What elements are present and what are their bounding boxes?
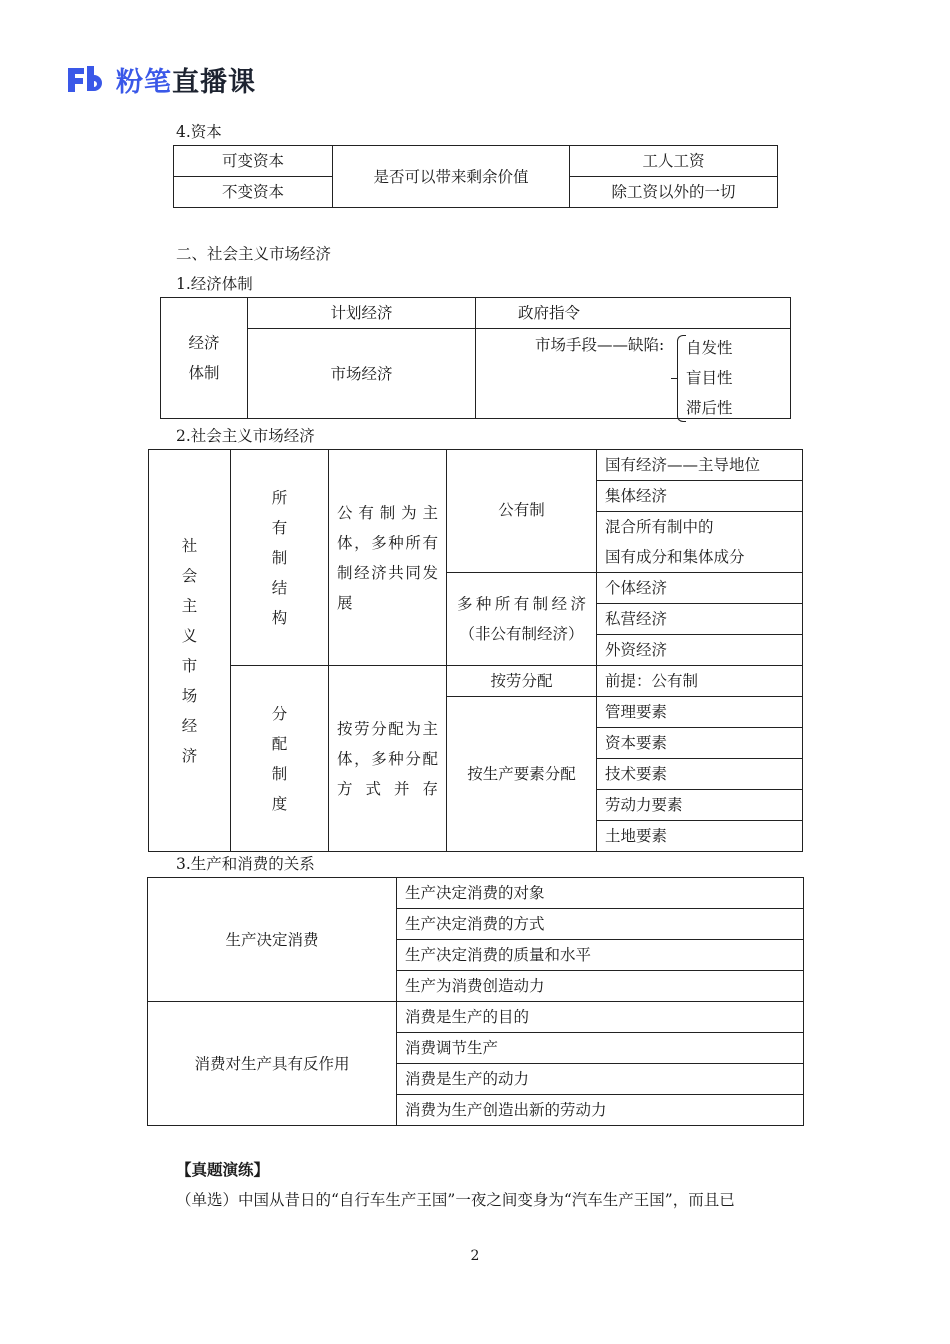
fb-logo-icon: [66, 63, 112, 95]
defect-blindness: 盲目性: [686, 369, 733, 387]
mixed-line2: 国有成分和集体成分: [605, 548, 745, 566]
cell-technology-factor: 技术要素: [597, 759, 803, 790]
brace-icon: [677, 335, 686, 422]
cell-cons-item: 消费为生产创造出新的劳动力: [397, 1095, 804, 1126]
cell-precondition: 前提：公有制: [597, 666, 803, 697]
label-line2: 体制: [188, 364, 220, 382]
defect-lag: 滞后性: [686, 399, 733, 417]
char: 构: [271, 608, 288, 627]
subheading-socialist-market: 2.社会主义市场经济: [176, 427, 315, 445]
cell-wages: 工人工资: [570, 146, 778, 177]
logo-title: [116, 60, 256, 99]
cell-distribution-system: [231, 666, 329, 852]
subheading-production-consumption: 3.生产和消费的关系: [176, 855, 315, 873]
cell-labor-distribution: 按劳分配: [447, 666, 597, 697]
cell-cons-item: 消费调节生产: [397, 1033, 804, 1064]
socialist-market-table: [148, 449, 803, 852]
distribution-desc-text: 按劳分配为主体，多种分配方式并存: [337, 719, 438, 798]
cell-factor-distribution: 按生产要素分配: [447, 697, 597, 852]
char: 分: [271, 704, 288, 723]
cell-individual-economy: 个体经济: [597, 573, 803, 604]
defect-list: [686, 333, 733, 423]
cell-other-than-wages: 除工资以外的一切: [570, 177, 778, 208]
ownership-desc-text: 公有制为主体，多种所有制经济共同发展: [337, 503, 438, 612]
cell-collective-economy: 集体经济: [597, 481, 803, 512]
char: 经: [181, 716, 198, 735]
cell-variable-capital: 可变资本: [174, 146, 333, 177]
cell-prod-item: 生产决定消费的质量和水平: [397, 940, 804, 971]
char: 结: [271, 578, 288, 597]
nonpublic-line1: 多种所有制经济: [457, 595, 586, 613]
char: 制: [271, 548, 288, 567]
cell-prod-item: 生产决定消费的对象: [397, 878, 804, 909]
cell-prod-item: 生产决定消费的方式: [397, 909, 804, 940]
char: 有: [271, 518, 288, 537]
mixed-line1: 混合所有制中的: [605, 518, 714, 536]
cell-ownership-desc: [329, 450, 447, 666]
cell-state-economy: 国有经济——主导地位: [597, 450, 803, 481]
char: 市: [181, 656, 198, 675]
exercise-heading: 【真题演练】: [176, 1160, 270, 1179]
cell-distribution-desc: [329, 666, 447, 852]
cell-ownership-structure: [231, 450, 329, 666]
char: 社: [181, 536, 198, 555]
section-heading-capital: 4.资本: [176, 123, 222, 141]
cell-market-economy: 市场经济: [248, 329, 476, 419]
cell-planned-economy: 计划经济: [248, 298, 476, 329]
char: 制: [271, 764, 288, 783]
logo-course: 直播课: [172, 66, 256, 98]
brace-tip-icon: [671, 378, 677, 379]
char: 济: [181, 746, 198, 765]
cell-prod-item: 生产为消费创造动力: [397, 971, 804, 1002]
char: 主: [181, 596, 198, 615]
char: 所: [271, 488, 288, 507]
cell-management-factor: 管理要素: [597, 697, 803, 728]
subheading-economic-system: 1.经济体制: [176, 275, 253, 293]
char: 配: [271, 734, 288, 753]
cell-economic-system: [161, 298, 248, 419]
label-line1: 经济: [188, 334, 220, 352]
cell-constant-capital: 不变资本: [174, 177, 333, 208]
char: 场: [181, 686, 198, 705]
part-heading-market-economy: 二、社会主义市场经济: [176, 245, 332, 263]
market-means-note: 市场手段——缺陷:: [535, 336, 665, 354]
cell-foreign-economy: 外资经济: [597, 635, 803, 666]
capital-table: [173, 145, 778, 208]
production-consumption-table: [147, 877, 804, 1126]
cell-labor-factor: 劳动力要素: [597, 790, 803, 821]
logo-brand: 粉笔: [116, 66, 172, 98]
cell-mixed-ownership: [597, 512, 803, 573]
char: 会: [181, 566, 198, 585]
brand-logo: [66, 58, 256, 100]
exercise-question: （单选）中国从昔日的“自行车生产王国”一夜之间变身为“汽车生产王国”，而且已: [176, 1191, 735, 1209]
cell-cons-item: 消费是生产的目的: [397, 1002, 804, 1033]
nonpublic-line2: （非公有制经济）: [459, 625, 584, 643]
cell-production-determines: 生产决定消费: [148, 878, 397, 1002]
defect-spontaneity: 自发性: [686, 339, 733, 357]
char: 度: [271, 794, 288, 813]
char: 义: [181, 626, 198, 645]
cell-non-public-ownership: [447, 573, 597, 666]
cell-land-factor: 土地要素: [597, 821, 803, 852]
cell-private-economy: 私营经济: [597, 604, 803, 635]
cell-government-directive: 政府指令: [476, 298, 791, 329]
cell-capital-factor: 资本要素: [597, 728, 803, 759]
cell-socialist-market-economy: [149, 450, 231, 852]
cell-public-ownership: 公有制: [447, 450, 597, 573]
page-number: 2: [470, 1248, 480, 1264]
cell-surplus-value: 是否可以带来剩余价值: [333, 146, 570, 208]
cell-cons-item: 消费是生产的动力: [397, 1064, 804, 1095]
cell-consumption-reacts: 消费对生产具有反作用: [148, 1002, 397, 1126]
